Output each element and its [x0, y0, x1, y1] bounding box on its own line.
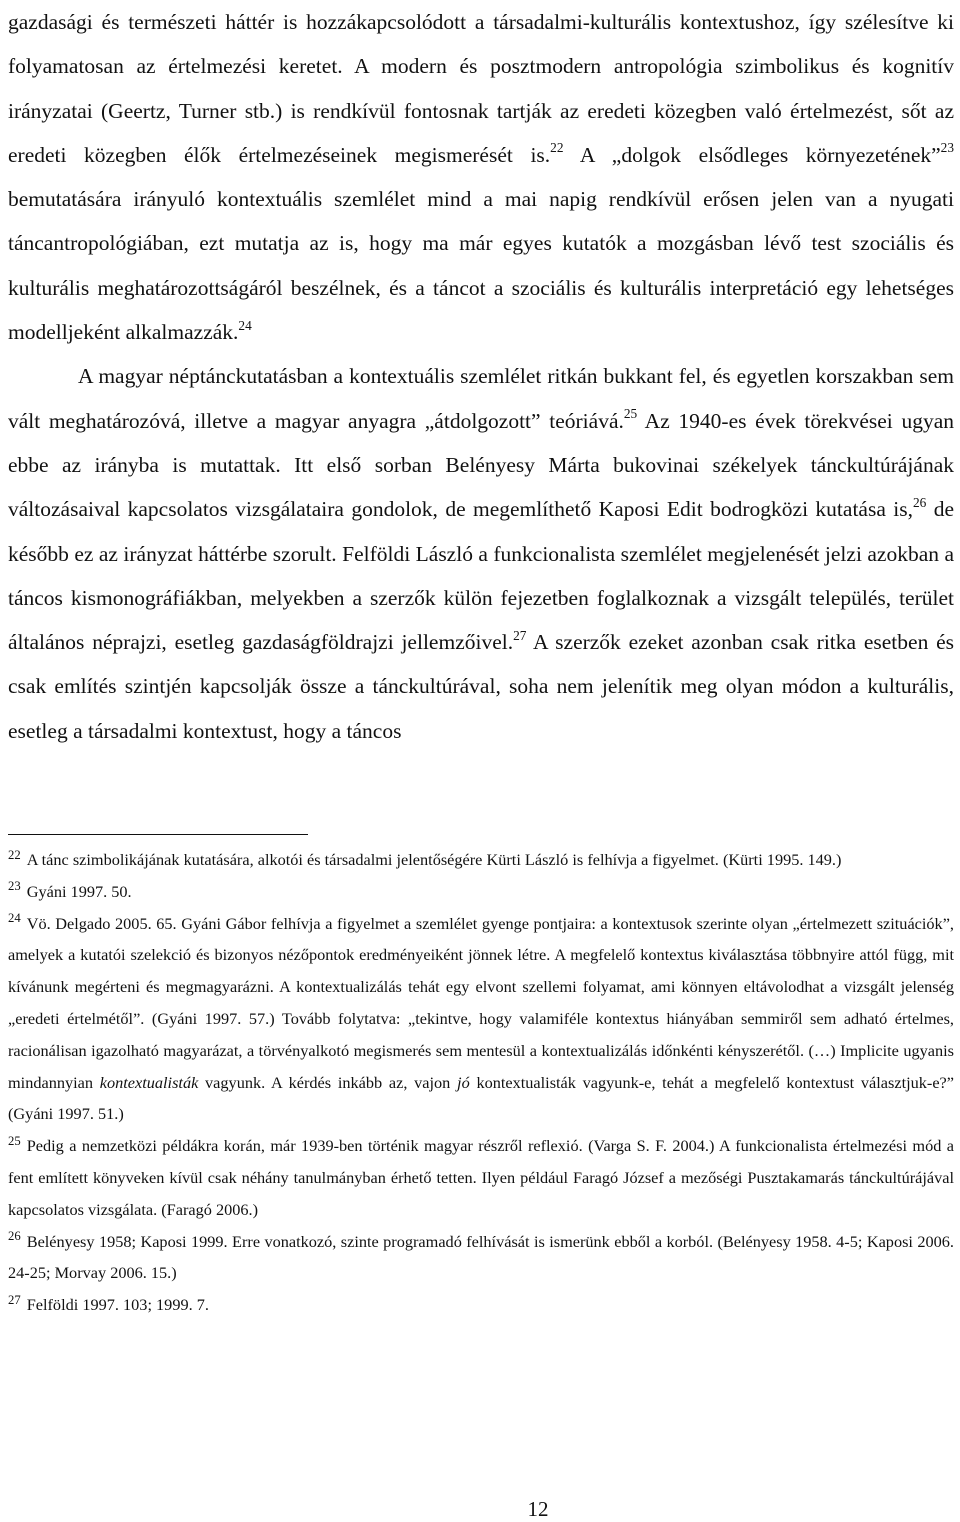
footnote-emphasis: kontextualisták	[99, 1072, 199, 1092]
paragraph-2-text-3: de később ez az irányzat háttérbe szorult. Felföldi László a funkcionalista szemlélet megjelenését jelzi azokban a táncos kismonográfiákban, melyekben a szerzők külön fejezetben foglalkoznak a vizsgált település, terület általános néprajzi, esetleg gazdaságföldrajzi jellemzőivel.	[8, 497, 954, 655]
footnote-25	[8, 1130, 954, 1225]
footnote-22	[8, 844, 954, 876]
paragraph-1	[8, 0, 954, 354]
footnote-text: kontextualisták vagyunk-e, tehát a megfelelő kontextust választjuk-e?” (Gyáni 1997. 51.)	[8, 1072, 955, 1124]
footnote-ref-23[interactable]: 23	[940, 140, 954, 156]
footnote-number: 22	[8, 847, 21, 862]
footnote-ref-24[interactable]: 24	[238, 317, 252, 333]
footnote-text: Gyáni 1997. 50.	[26, 881, 132, 901]
footnote-number: 27	[8, 1292, 21, 1307]
paragraph-2	[8, 354, 954, 753]
footnotes	[8, 844, 954, 1321]
footnote-ref-27[interactable]: 27	[513, 627, 527, 643]
paragraph-2-text-4: A szerzők ezeket azonban csak ritka esetben és csak említés szintjén kapcsolják össze a tánckultúrával, soha nem jelenítik meg olyan módon a kulturális, esetleg a társadalmi kontextust, hogy a táncos	[8, 630, 955, 743]
paragraph-1-text-2: A „dolgok elsődleges környezetének”	[563, 142, 941, 167]
footnote-text: Vö. Delgado 2005. 65. Gyáni Gábor felhívja a figyelmet a szemlélet gyenge pontjaira: a kontextusok szerinte olyan „értelmezett szituációk”, amelyek a kutatói szelekció és bizonyos nézőpontok eredményeiként jönnek létre. A megfelelő kontextus kiválasztása többnyire attól függ, mit kívánunk megérteni és megmagyarázni. A kontextualizálás tehát egy elvont szellemi folyamat, ami könnyen eltávolodhat a vizsgált jelenség „eredeti értelmétől”. (Gyáni 1997. 57.) Tovább folytatva: „tekintve, hogy valamiféle kontextus hiányában semmiről sem adható értelmes, racionálisan igazolható magyarázat, a törvényalkotó megismerés sem mentesül a kontextualizálás időnkénti kényszerétől. (…) Implicite ugyanis mindannyian	[8, 913, 954, 1092]
footnote-number: 25	[8, 1133, 21, 1148]
footnote-24	[8, 908, 954, 1131]
footnote-text: Felföldi 1997. 103; 1999. 7.	[26, 1295, 209, 1315]
footnote-27	[8, 1289, 954, 1321]
footnote-number: 24	[8, 911, 21, 926]
paragraph-1-text-3: bemutatására irányuló kontextuális szemlélet mind a mai napig rendkívül erősen jelen van a nyugati táncantropológiában, ezt mutatja az is, hogy ma már egyes kutatók a mozgásban lévő test szociális és kulturális meghatározottságáról beszélnek, és a táncot a szociális és kulturális interpretáció egy lehetséges modelljeként alkalmazzák.	[8, 187, 954, 345]
footnote-text: A tánc szimbolikájának kutatására, alkotói és társadalmi jelentőségére Kürti László is felhívja a figyelmet. (Kürti 1995. 149.)	[26, 850, 842, 869]
footnote-number: 26	[8, 1229, 21, 1244]
footnote-text: Pedig a nemzetközi példákra korán, már 1939-ben történik magyar részről reflexió. (Varga S. F. 2004.) A funkcionalista értelmezési mód a fent említett könyveken kívül csak néhány tanulmányban érhető tetten. Ilyen például Faragó József a mezőségi Pusztakamarás tánckultúrájával kapcsolatos vizsgálata. (Faragó 2006.)	[8, 1136, 954, 1219]
footnote-number: 23	[8, 879, 21, 894]
page-number: 12	[527, 1497, 549, 1521]
footnote-26	[8, 1226, 954, 1290]
footnote-23	[8, 876, 954, 908]
footnote-separator	[8, 834, 308, 835]
document-page	[8, 0, 955, 1315]
footnote-text: Belényesy 1958; Kaposi 1999. Erre vonatkozó, szinte programadó felhívását is ismerünk ebből a korból. (Belényesy 1958. 4-5; Kaposi 2006. 24-25; Morvay 2006. 15.)	[8, 1231, 954, 1283]
footnote-emphasis: jó	[457, 1072, 470, 1092]
footnote-ref-26[interactable]: 26	[912, 494, 927, 510]
footnote-ref-25[interactable]: 25	[623, 406, 638, 422]
paragraph-1-text-1: gazdasági és természeti háttér is hozzákapcsolódott a társadalmi-kulturális kontextushoz, így szélesítve ki folyamatosan az értelmezési keretet. A modern és posztmodern antropológia szimbolikus és kognitív irányzatai (Geertz, Turner stb.) is rendkívül fontosnak tartják az eredeti közegben való értelmezést, sőt az eredeti közegben élők értelmezéseinek megismerését is.	[8, 10, 954, 167]
footnote-text: vagyunk. A kérdés inkább az, vajon	[198, 1072, 458, 1092]
main-text	[8, 0, 954, 753]
paragraph-2-text-2: Az 1940-es évek törekvései ugyan ebbe az irányba is mutattak. Itt első sorban Belényesy Márta bukovinai székelyek tánckultúrájának változásaival kapcsolatos vizsgálataira gondolok, de megemlíthető Kaposi Edit bodrogközi kutatása is,	[8, 408, 954, 522]
paragraph-2-text-1: A magyar néptánckutatásban a kontextuális szemlélet ritkán bukkant fel, és egyetlen korszakban sem vált meghatározóvá, illetve a magyar anyagra „átdolgozott” teóriává.	[8, 364, 954, 433]
footnote-ref-22[interactable]: 22	[550, 140, 564, 156]
